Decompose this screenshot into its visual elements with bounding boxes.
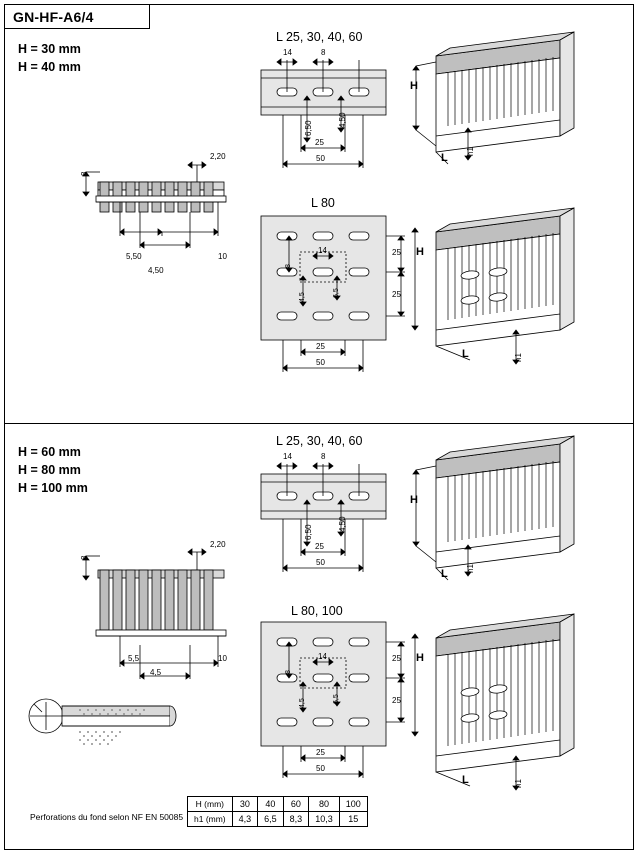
- top-iso2-L: L: [462, 348, 469, 360]
- top-dim-base-r1: 25: [392, 248, 401, 257]
- table-row-header: H (mm): [188, 797, 233, 812]
- table-cell: 8,3: [283, 812, 309, 827]
- bottom-base-H-label: H: [416, 652, 424, 664]
- bottom-dim-slot-14: 14: [283, 452, 292, 461]
- bottom-slot-caption: L 25, 30, 40, 60: [276, 434, 363, 448]
- bottom-dim-base-14: 14: [318, 652, 327, 661]
- bottom-dim-side-c: 5,5: [128, 654, 140, 663]
- table-row: [188, 812, 368, 827]
- bottom-dim-slot-h1: 25: [315, 542, 324, 551]
- top-dim-base-r2: 25: [392, 290, 401, 299]
- bottom-dim-side-d: 10: [218, 654, 227, 663]
- top-dim-slot-h2: 50: [316, 154, 325, 163]
- bottom-base-caption: L 80, 100: [291, 604, 343, 618]
- bottom-dim-base-v3: 6,5: [333, 694, 340, 704]
- top-base-caption: L 80: [311, 196, 335, 210]
- top-iso1-H: H: [410, 80, 418, 92]
- top-iso1-L: L: [441, 152, 448, 164]
- bottom-dim-side-e: 4,5: [150, 668, 162, 677]
- table-row-header: h1 (mm): [188, 812, 233, 827]
- bottom-height-label-2: H = 80 mm: [18, 463, 81, 477]
- table-row: [188, 797, 368, 812]
- bottom-dim-slot-8: 8: [321, 452, 326, 461]
- table-cell: 6,5: [258, 812, 284, 827]
- bottom-dim-side-b: 2,20: [210, 540, 226, 549]
- table-cell: 15: [339, 812, 367, 827]
- top-iso2-h1: h1: [514, 353, 523, 362]
- top-dim-slot-v1: 6,50: [304, 120, 313, 136]
- bottom-dim-slot-h2: 50: [316, 558, 325, 567]
- top-dim-base-left-8: 8: [285, 264, 292, 268]
- table-cell: 40: [258, 797, 284, 812]
- table-cell: 30: [232, 797, 258, 812]
- bottom-height-label-3: H = 100 mm: [18, 481, 88, 495]
- bottom-height-label-1: H = 60 mm: [18, 445, 81, 459]
- table-cell: 60: [283, 797, 309, 812]
- top-dim-side-e: 4,50: [148, 266, 164, 275]
- top-iso1-h1: h1: [466, 147, 475, 156]
- page-title: GN-HF-A6/4: [13, 9, 94, 25]
- dimension-table: [187, 796, 368, 827]
- top-dim-base-v3: 6,5: [333, 288, 340, 298]
- bottom-iso1-h1: h1: [466, 564, 475, 573]
- top-dim-side-d: 10: [218, 252, 227, 261]
- top-dim-base-h1: 25: [316, 342, 325, 351]
- top-dim-slot-8: 8: [321, 48, 326, 57]
- top-height-label-2: H = 40 mm: [18, 60, 81, 74]
- top-dim-side-c: 5,50: [126, 252, 142, 261]
- top-dim-base-14: 14: [318, 246, 327, 255]
- bottom-dim-base-v2: 4,5: [299, 698, 306, 708]
- top-base-H-label: H: [416, 246, 424, 258]
- table-cell: 10,3: [309, 812, 340, 827]
- bottom-dim-base-left-8: 8: [285, 670, 292, 674]
- top-dim-side-a: 8: [80, 171, 89, 176]
- table-cell: 80: [309, 797, 340, 812]
- top-dim-slot-14: 14: [283, 48, 292, 57]
- bottom-dim-slot-v1: 6,50: [304, 524, 313, 540]
- top-dim-side-b: 2,20: [210, 152, 226, 161]
- bottom-dim-base-h1: 25: [316, 748, 325, 757]
- bottom-iso2-h1: h1: [514, 779, 523, 788]
- bottom-dim-slot-v2: 4,50: [338, 516, 347, 532]
- footnote: Perforations du fond selon NF EN 50085: [30, 812, 184, 822]
- table-cell: 4,3: [232, 812, 258, 827]
- top-dim-base-v2: 4,5: [299, 292, 306, 302]
- bottom-iso1-H: H: [410, 494, 418, 506]
- top-dim-slot-v2: 4,50: [338, 112, 347, 128]
- bottom-dim-base-r1: 25: [392, 654, 401, 663]
- bottom-dim-base-h2: 50: [316, 764, 325, 773]
- bottom-iso1-L: L: [441, 568, 448, 580]
- top-height-label-1: H = 30 mm: [18, 42, 81, 56]
- top-dim-slot-h1: 25: [315, 138, 324, 147]
- table-cell: 100: [339, 797, 367, 812]
- top-dim-base-h2: 50: [316, 358, 325, 367]
- bottom-dim-side-a: 8: [80, 555, 89, 560]
- bottom-iso2-L: L: [462, 774, 469, 786]
- top-slot-caption: L 25, 30, 40, 60: [276, 30, 363, 44]
- bottom-dim-base-r2: 25: [392, 696, 401, 705]
